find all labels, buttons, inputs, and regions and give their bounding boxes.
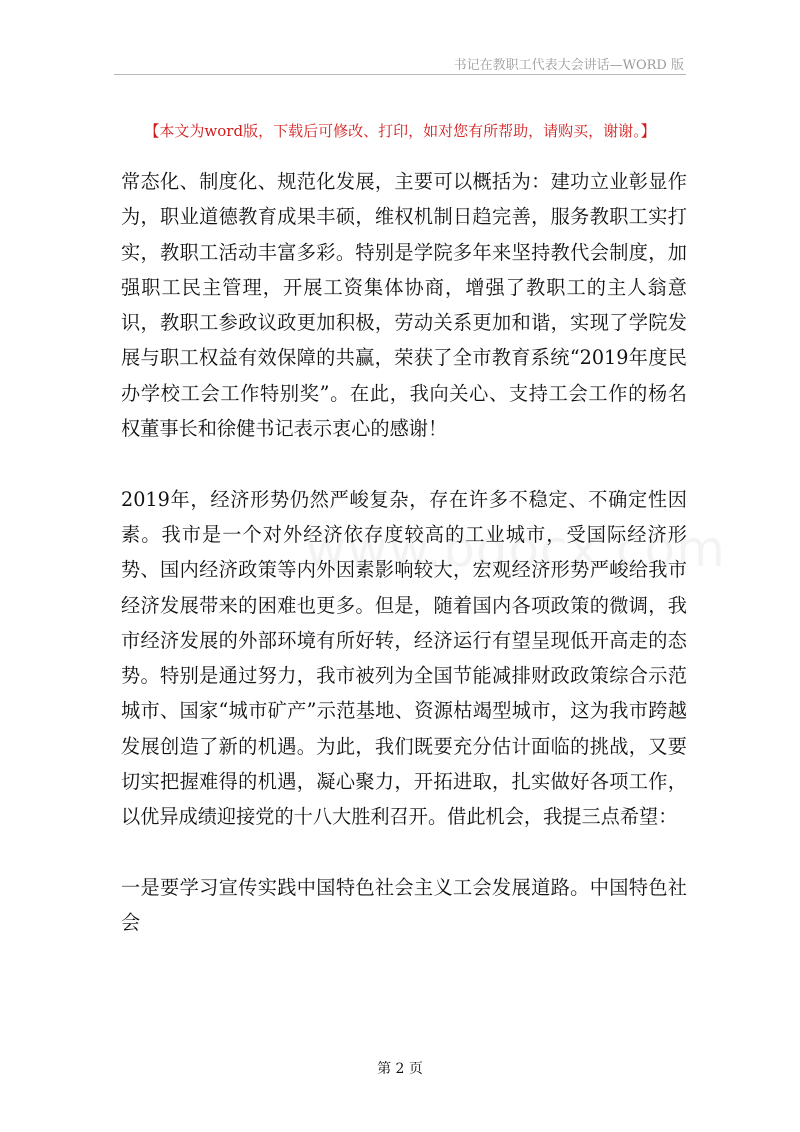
paragraph-3: 一是要学习宣传实践中国特色社会主义工会发展道路。中国特色社会 [121,875,687,935]
paragraph-2: 2019年，经济形势仍然严峻复杂，存在许多不稳定、不确定性因素。我市是一个对外经济依存度较高的工业城市，受国际经济形势、国内经济政策等内外因素影响较大，宏观经济形势严峻给我市经济发展带来的困难也更多。但是，随着国内各项政策的微调，我市经济发展的外部环境有所好转，经济运行有望呈现低开高走的态势。特别是通过努力，我市被列为全国节能减排财政政策综合示范城市、国家“城市矿产”示范基地、资源枯竭型城市，这为我市跨越发展创造了新的机遇。为此，我们既要充分估计面临的挑战，又要切实把握难得的机遇，凝心聚力，开拓进取，扎实做好各项工作，以优异成绩迎接党的十八大胜利召开。借此机会，我提三点希望： [121,487,687,829]
document-header-title: 书记在教职工代表大会讲话—WORD 版 [453,58,684,73]
document-body [121,164,687,941]
page-number: 第 2 页 [377,1061,423,1077]
purchase-notice: 【本文为word版，下载后可修改、打印，如对您有所帮助，请购买，谢谢。】 [144,122,656,140]
paragraph-1: 常态化、制度化、规范化发展，主要可以概括为：建功立业彰显作为，职业道德教育成果丰硕，维权机制日趋完善，服务教职工实打实，教职工活动丰富多彩。特别是学院多年来坚持教代会制度，加强职工民主管理，开展工资集体协商，增强了教职工的主人翁意识，教职工参政议政更加积极，劳动关系更加和谐，实现了学院发展与职工权益有效保障的共赢，荣获了全市教育系统“2019年度民办学校工会工作特别奖”。在此，我向关心、支持工会工作的杨名权董事长和徐健书记表示衷心的感谢！ [121,170,687,441]
header-divider [114,74,686,75]
